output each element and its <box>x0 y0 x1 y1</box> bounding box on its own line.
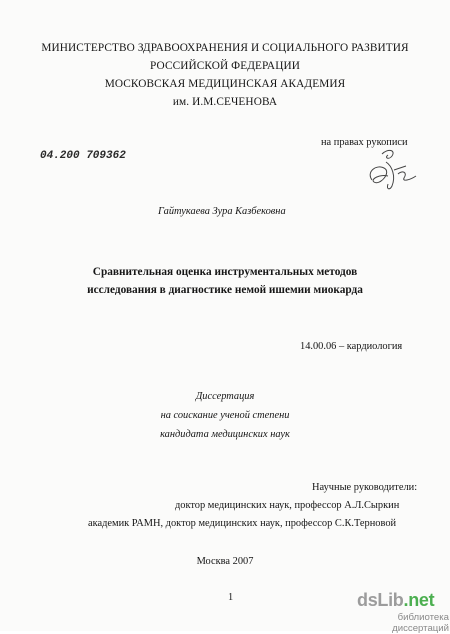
degree-purpose: на соискание ученой степени <box>160 410 290 421</box>
archive-stamp-number: 04.200 709362 <box>40 150 126 162</box>
city-year: Москва 2007 <box>196 556 254 567</box>
specialty-code: 14.00.06 – кардиология <box>300 341 403 352</box>
header-named-after: им. И.М.СЕЧЕНОВА <box>172 96 278 108</box>
logo-suffix: .net <box>403 590 435 610</box>
logo-prefix: dsLib <box>357 590 404 610</box>
header-federation: РОССИЙСКОЙ ФЕДЕРАЦИИ <box>150 60 300 72</box>
manuscript-note: на правах рукописи <box>321 137 408 148</box>
header-academy: МОСКОВСКАЯ МЕДИЦИНСКАЯ АКАДЕМИЯ <box>104 78 346 90</box>
page-number: 1 <box>228 592 234 603</box>
dissertation-title-line1: Сравнительная оценка инструментальных методов <box>92 266 358 278</box>
handwritten-signature <box>362 146 422 196</box>
supervisor-first: доктор медицинских наук, профессор А.Л.Сыркин <box>175 500 400 511</box>
author-name: Гайтукаева Зура Казбековна <box>158 206 286 217</box>
supervisor-second: академик РАМН, доктор медицинских наук, профессор С.К.Терновой <box>88 518 397 529</box>
dissertation-title-line2: исследования в диагностике немой ишемии миокарда <box>87 284 363 296</box>
degree-label: Диссертация <box>195 391 255 402</box>
watermark-subtitle: библиотека диссертаций <box>392 612 449 634</box>
dslib-logo <box>357 590 434 611</box>
header-ministry: МИНИСТЕРСТВО ЗДРАВООХРАНЕНИЯ И СОЦИАЛЬНОГО РАЗВИТИЯ <box>41 42 409 54</box>
degree-level: кандидата медицинских наук <box>160 429 290 440</box>
dslib-watermark[interactable] <box>345 590 449 634</box>
supervisors-heading: Научные руководители: <box>312 482 418 493</box>
